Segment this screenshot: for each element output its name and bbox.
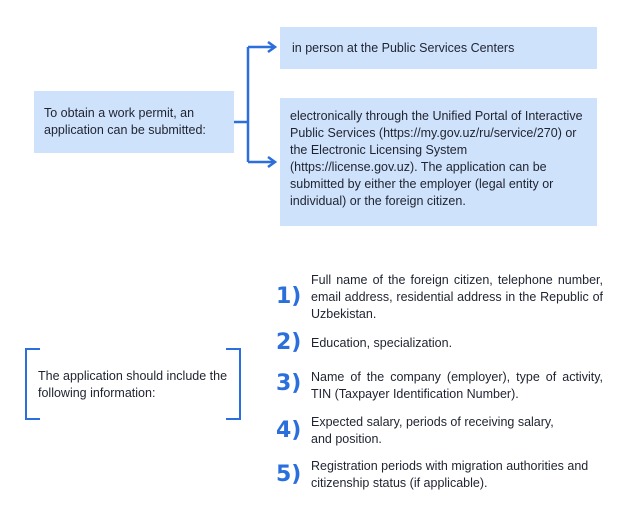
item-number: 4) xyxy=(276,418,302,443)
item-number: 2) xyxy=(276,330,302,355)
item-number: 3) xyxy=(276,371,302,396)
list-item xyxy=(276,458,606,494)
item-text: Full name of the foreign citizen, telephone number, email address, residential address in the Republic of Uzbekistan. xyxy=(311,273,603,321)
list-item xyxy=(276,414,606,450)
list-item xyxy=(276,272,606,326)
item-text: Name of the company (employer), type of activity, TIN (Taxpayer Identification Number). xyxy=(311,370,603,401)
item-text: Education, specialization. xyxy=(311,336,453,350)
option-electronic-text: electronically through the Unified Portal of Interactive Public Services (https://my.gov.uz/ru/service/270) or the Electronic Licensing System (https://license.gov.uz). The application can be submitted by either the employer (legal entity or individual) or the foreign citizen. xyxy=(290,109,583,208)
list-item xyxy=(276,369,606,405)
option-in-person-text: in person at the Public Services Centers xyxy=(292,41,515,55)
item-number: 5) xyxy=(276,462,302,487)
permit-lead-box xyxy=(34,91,234,153)
item-text: Expected salary, periods of receiving salary, and position. xyxy=(311,415,554,446)
item-text: Registration periods with migration authorities and citizenship status (if applicable). xyxy=(311,459,589,490)
item-number: 1) xyxy=(276,284,302,309)
list-item xyxy=(276,332,606,356)
requirements-lead-text: The application should include the following information: xyxy=(38,369,228,400)
permit-lead-text: To obtain a work permit, an application can be submitted: xyxy=(44,106,206,137)
right-bracket xyxy=(226,349,240,419)
option-electronic-box xyxy=(280,98,597,226)
option-in-person-box xyxy=(280,27,597,69)
